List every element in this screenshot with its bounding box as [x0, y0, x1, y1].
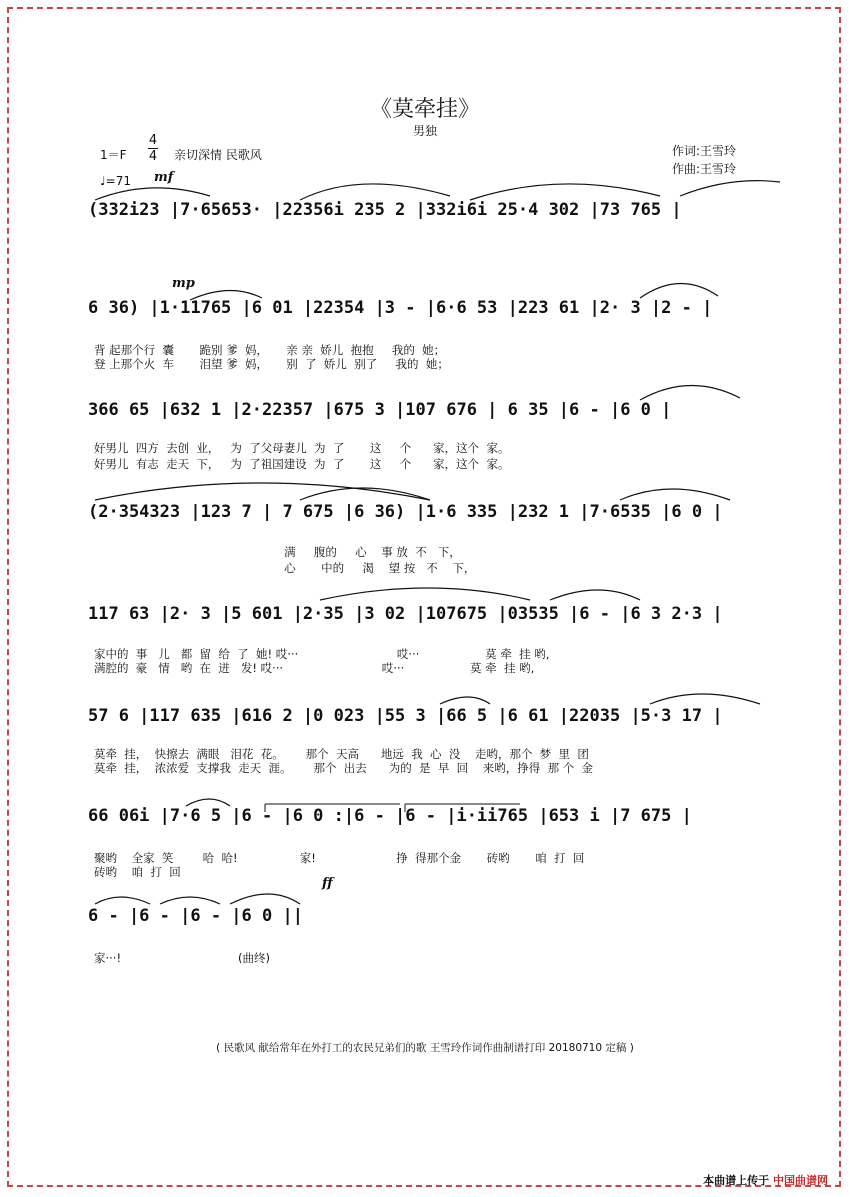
footer-note: ( 民歌风 献给常年在外打工的农民兄弟们的歌 王雪玲作词作曲制谱打印 20180710 定稿 ): [216, 1042, 634, 1054]
song-title: 《莫牵挂》: [369, 97, 480, 122]
dynamic-mf: mf: [154, 170, 174, 185]
key-signature: 1＝F: [100, 148, 127, 162]
notes-row-1: (332i23 |7·65653· |22356i 235 2 |332i6i 25·4 302 |73 765 |: [88, 200, 682, 220]
dynamic-mp: mp: [172, 276, 195, 291]
lyric-row-3-verse-1: 好男儿 四方 去创 业， 为 了父母妻儿 为 了 这 个 家，这个 家。: [94, 441, 510, 455]
lyric-row-2-verse-1: 背 起那个行 囊 跪别 爹 妈， 亲 亲 娇儿 抱抱 我的 她；: [94, 343, 446, 357]
dynamic-ff: ff: [322, 876, 333, 891]
notes-row-5: 117 63 |2· 3 |5 601 |2·35 |3 02 |107675 |03535 |6 - |6 3 2·3 |: [88, 604, 723, 624]
style-marking: 亲切深情 民歌风: [174, 148, 262, 162]
time-sig-top: 4: [148, 133, 158, 148]
lyric-row-7-verse-1: 聚哟 全家 笑 哈 哈! 家! 挣 得那个金 砖哟 咱 打 回: [94, 851, 585, 865]
notes-row-6: 57 6 |117 635 |616 2 |0 023 |55 3 |66 5 |6 61 |22035 |5·3 17 |: [88, 706, 723, 726]
notes-row-2: 6 36) |1·11765 |6 01 |22354 |3 - |6·6 53 |223 61 |2· 3 |2 - |: [88, 298, 713, 318]
lyric-row-3-verse-2: 好男儿 有志 走天 下， 为 了祖国建设 为 了 这 个 家，这个 家。: [94, 457, 510, 471]
lyric-row-4-verse-2: 心 中的 渴 望 按 不 下，: [94, 561, 476, 575]
lyric-row-2-verse-2: 登 上那个火 车 泪望 爹 妈， 别 了 娇儿 别了 我的 她；: [94, 357, 449, 371]
upload-text: 本曲谱上传于: [703, 1174, 770, 1187]
lyricist: 作词:王雪玲: [672, 144, 737, 158]
lyric-row-5-verse-2: 满腔的 豪 情 哟 在 迸 发! 哎··· 哎··· 莫 牵 挂 哟,: [94, 661, 535, 675]
lyric-row-5-verse-1: 家中的 事 儿 都 留 给 了 她! 哎··· 哎··· 莫 牵 挂 哟,: [94, 647, 550, 661]
song-subtitle: 男独: [412, 124, 437, 138]
lyric-row-8: 家···! (曲终): [94, 951, 271, 965]
upload-credit: [703, 1172, 828, 1188]
site-logo: 中国曲谱网: [773, 1174, 828, 1187]
composer: 作曲:王雪玲: [672, 162, 737, 176]
lyric-row-6-verse-1: 莫牵 挂， 快擦去 满眼 泪花 花。 那个 天高 地远 我 心 没 走哟，那个 梦 里 团: [94, 747, 589, 761]
lyric-row-7-verse-2: 砖哟 咱 打 回: [94, 865, 181, 879]
notes-row-8: 6 - |6 - |6 - |6 0 ||: [88, 906, 303, 926]
time-sig-bottom: 4: [148, 149, 158, 164]
tempo-marking: ♩=71: [100, 174, 131, 188]
notes-row-3: 366 65 |632 1 |2·22357 |675 3 |107 676 | 6 35 |6 - |6 0 |: [88, 400, 672, 420]
notes-row-7: 66 06i |7·6 5 |6 - |6 0 :|6 - |6 - |i·ii765 |653 i |7 675 |: [88, 806, 692, 826]
lyric-row-6-verse-2: 莫牵 挂， 浓浓爱 支撑我 走天 涯。 那个 出去 为的 是 早 回 来哟，挣得 那 个 金: [94, 761, 594, 775]
notes-row-4: (2·354323 |123 7 | 7 675 |6 36) |1·6 335 |232 1 |7·6535 |6 0 |: [88, 502, 723, 522]
lyric-row-4-verse-1: 满 腹的 心 事 放 不 下，: [94, 545, 461, 559]
